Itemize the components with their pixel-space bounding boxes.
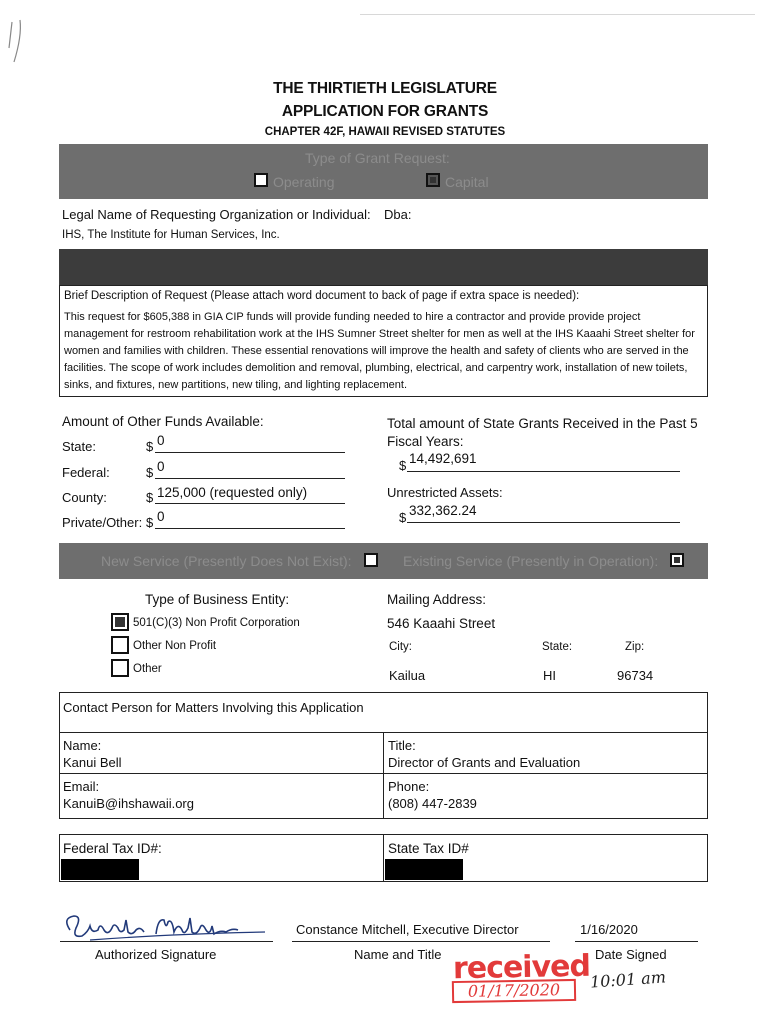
zip-label: Zip: [625,641,645,653]
federal-funds-line [155,478,345,479]
existing-service-checkbox[interactable] [670,553,684,567]
tax-column-divider [383,834,384,882]
contact-email-label: Email: [63,779,100,794]
total-grants-value: 14,492,691 [409,451,477,466]
county-funds-value: 125,000 (requested only) [157,485,308,500]
currency-symbol: $ [146,439,154,454]
state-funds-line [155,452,345,453]
operating-checkbox[interactable] [254,173,268,187]
currency-symbol: $ [399,458,407,473]
state-value: HI [543,668,556,683]
currency-symbol: $ [146,515,154,530]
capital-checkbox[interactable] [426,173,440,187]
title-application: APPLICATION FOR GRANTS [281,103,489,120]
mailing-street: 546 Kaaahi Street [387,616,496,631]
entity-501c3-label: 501(C)(3) Non Profit Corporation [133,617,300,629]
federal-tax-redaction [61,859,139,880]
currency-symbol: $ [399,510,407,525]
entity-other-label: Other [133,663,162,675]
title-chapter: CHAPTER 42F, HAWAII REVISED STATUTES [264,126,506,138]
unrestricted-label: Unrestricted Assets: [387,485,503,500]
contact-title: Contact Person for Matters Involving this Application [63,700,364,715]
contact-email-value: KanuiB@ihshawaii.org [63,796,194,811]
grant-type-title: Type of Grant Request: [305,150,450,166]
entity-other-checkbox[interactable] [111,659,129,677]
date-signed-value: 1/16/2020 [580,922,638,937]
dba-label: Dba: [384,207,412,222]
county-funds-line [155,503,345,504]
state-funds-label: State: [62,439,96,454]
contact-row-divider [59,773,708,774]
unrestricted-value: 332,362.24 [409,503,477,518]
contact-phone-label: Phone: [388,779,430,794]
zip-value: 96734 [617,668,654,683]
private-funds-label: Private/Other: [62,515,143,530]
received-stamp: received [452,948,591,987]
currency-symbol: $ [146,465,154,480]
state-tax-label: State Tax ID# [388,841,469,856]
date-signed-label: Date Signed [595,947,667,962]
city-value: Kailua [389,668,426,683]
county-funds-label: County: [62,490,107,505]
date-signed-line [575,941,698,942]
entity-other-nonprofit-checkbox[interactable] [111,636,129,654]
section-divider-band [59,249,708,285]
state-funds-value: 0 [157,433,165,448]
signer-name-title: Constance Mitchell, Executive Director [296,922,519,937]
total-grants-line [407,471,680,472]
capital-label: Capital [445,174,489,190]
total-grants-label-line2: Fiscal Years: [387,434,464,449]
city-label: City: [389,641,412,653]
mailing-title: Mailing Address: [387,592,487,607]
contact-name-label: Name: [63,738,102,753]
private-funds-value: 0 [157,509,165,524]
contact-name-value: Kanui Bell [63,755,122,770]
signature-line [60,941,273,942]
description-label: Brief Description of Request (Please attach word document to back of page if extra space is needed): [64,290,580,302]
federal-funds-value: 0 [157,459,165,474]
name-title-label: Name and Title [354,947,442,962]
entity-501c3-checkbox[interactable] [111,613,129,631]
other-funds-label: Amount of Other Funds Available: [62,414,264,429]
contact-title-label: Title: [388,738,416,753]
entity-other-nonprofit-label: Other Non Profit [133,640,217,652]
state-label: State: [542,641,573,653]
entity-title: Type of Business Entity: [145,592,290,607]
state-tax-redaction [385,859,463,880]
new-service-checkbox[interactable] [364,553,378,567]
title-legislature: THE THIRTIETH LEGISLATURE [273,80,497,97]
operating-label: Operating [273,174,335,190]
private-funds-line [155,528,345,529]
contact-phone-value: (808) 447-2839 [388,796,477,811]
new-service-label: New Service (Presently Does Not Exist): [101,553,352,569]
scan-edge-line [360,14,755,15]
existing-service-label: Existing Service (Presently in Operation): [403,553,659,569]
handwritten-time: 10:01 am [589,967,667,992]
received-date-stamp: 01/17/2020 [452,979,576,1003]
authorized-signature-label: Authorized Signature [95,947,217,962]
currency-symbol: $ [146,490,154,505]
description-text: This request for $605,388 in GIA CIP funds will provide funding needed to hire a contractor and provide provide project management for restroom rehabilitation work at the IHS Sumner Street shelter for men as well at the IHS Kaaahi Street shelter for women and families with children. These essential renovations will improve the health and safety of clients who are served in the facilities. The scope of work includes demolition and removal, plumbing, electrical, and carpentry work, installation of new toilets, sinks, and fixtures, new partitions, new tiling, and lighting replacement. [64,311,695,391]
federal-funds-label: Federal: [62,465,110,480]
federal-tax-label: Federal Tax ID#: [63,841,162,856]
contact-title-value: Director of Grants and Evaluation [388,755,581,770]
legal-name-value: IHS, The Institute for Human Services, Inc. [62,229,280,241]
pen-mark [6,18,28,64]
unrestricted-line [407,522,680,523]
total-grants-label: Total amount of State Grants Received in the Past 5 [387,416,698,431]
legal-name-label: Legal Name of Requesting Organization or Individual: [62,207,371,222]
name-title-line [292,941,550,942]
contact-column-divider [383,732,384,819]
